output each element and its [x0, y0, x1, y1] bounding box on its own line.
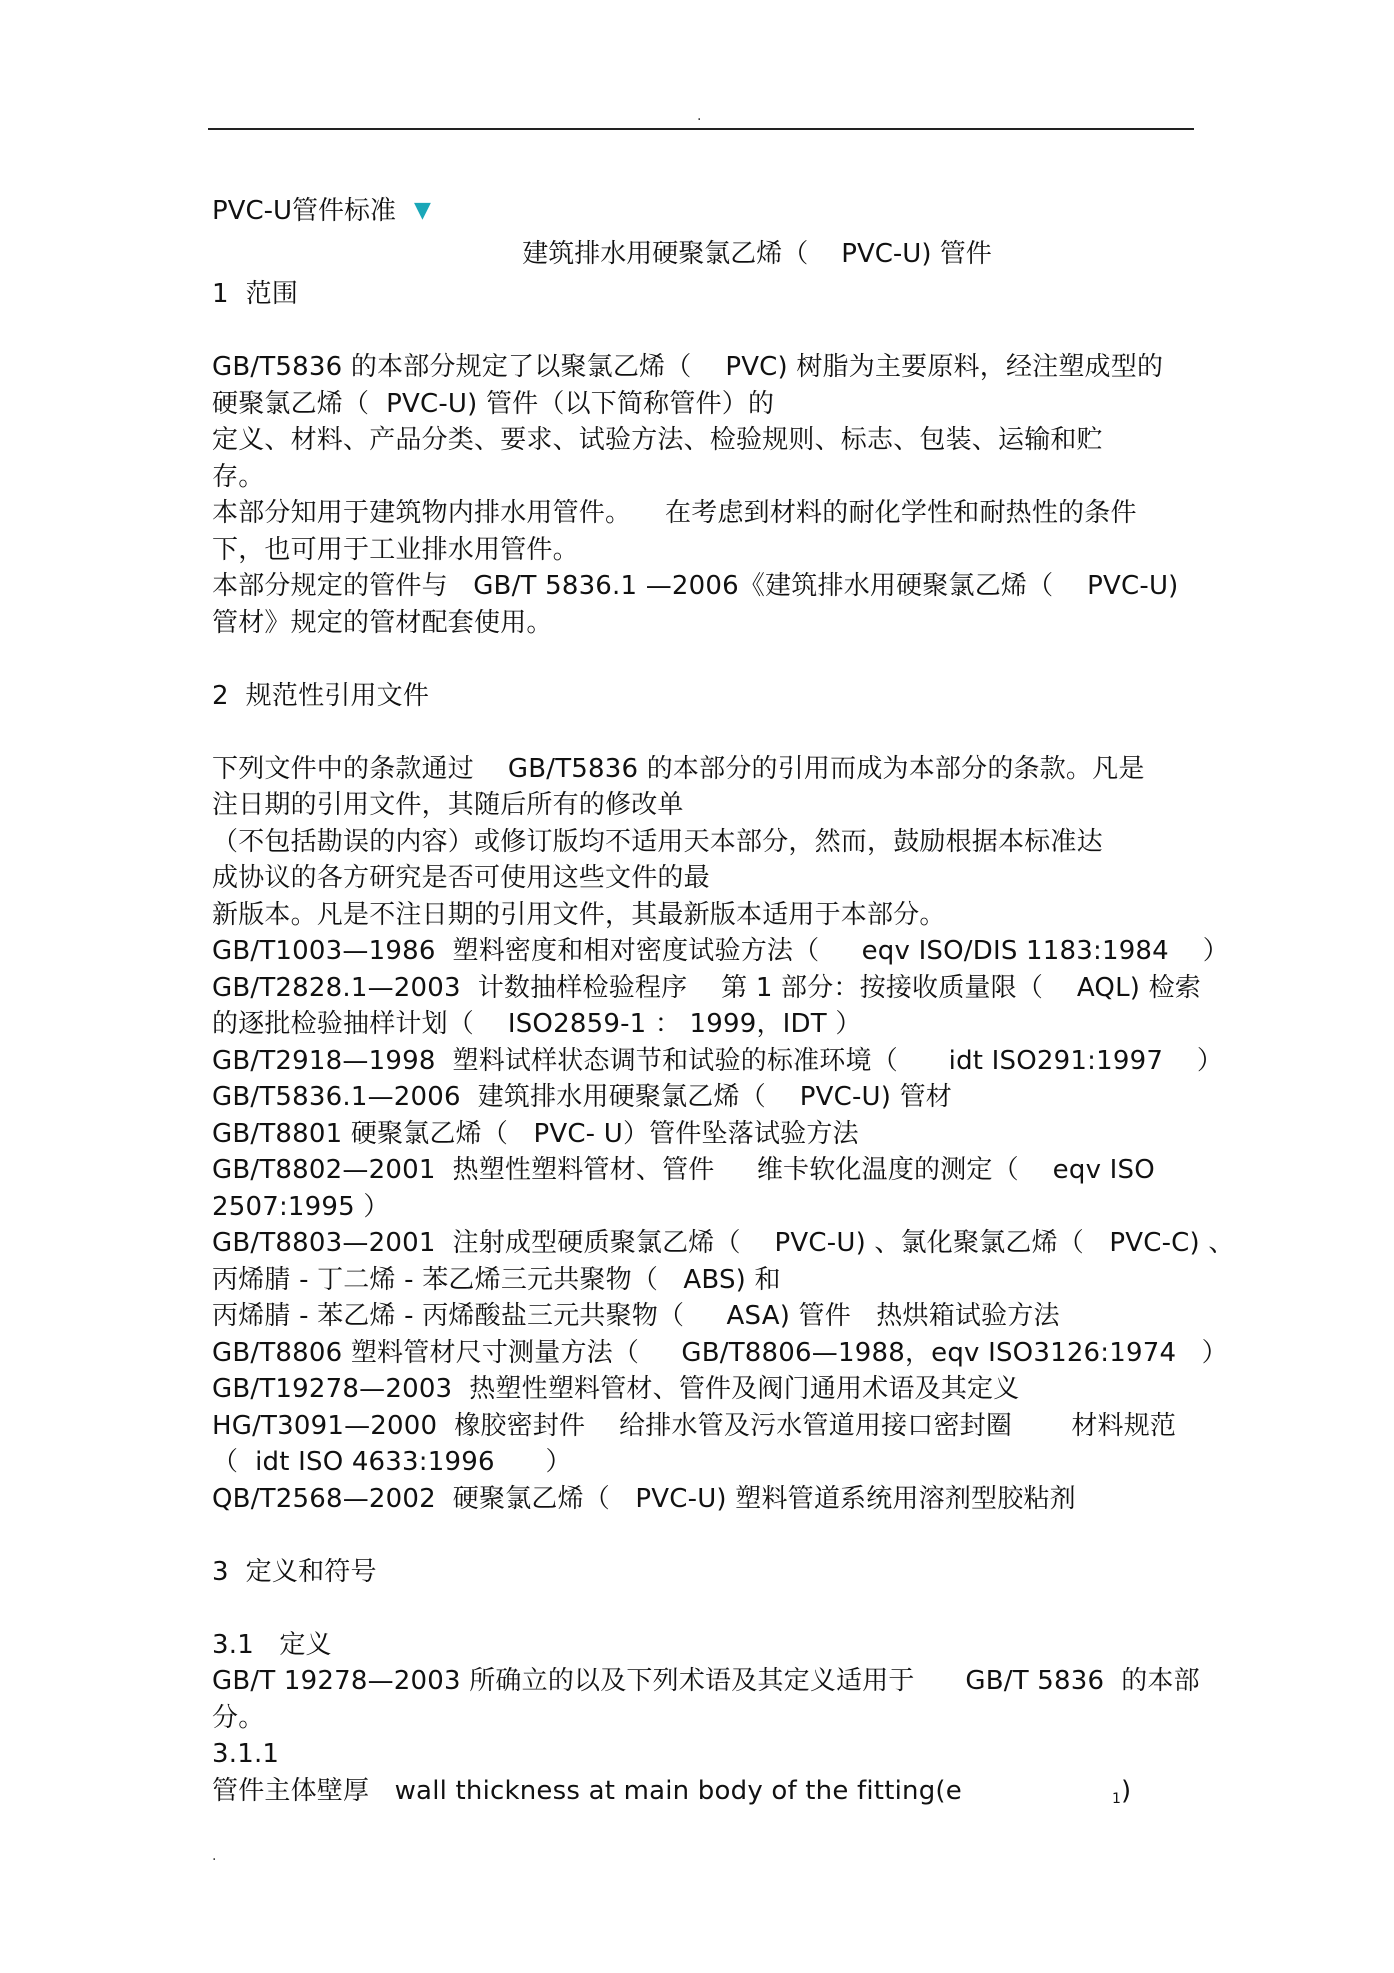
text-line: GB/T5836 的本部分规定了以聚氯乙烯（ PVC) 树脂为主要原料，经注塑成型的 — [212, 352, 1164, 382]
text-line: 本部分知用于建筑物内排水用管件。 在考虑到材料的耐化学性和耐热性的条件 — [212, 498, 1137, 528]
footer-dot: . — [212, 1848, 217, 1864]
subscript: 1 — [1111, 1790, 1122, 1807]
text-line: 注日期的引用文件，其随后所有的修改单 — [212, 790, 684, 820]
header-rule — [208, 128, 1194, 130]
text-line: GB/T5836.1—2006 建筑排水用硬聚氯乙烯（ PVC-U) 管材 — [212, 1082, 952, 1112]
text-line: 丙烯腈 - 苯乙烯 - 丙烯酸盐三元共聚物（ ASA) 管件 热烘箱试验方法 — [212, 1301, 1060, 1331]
header-dot: . — [697, 108, 702, 124]
text-line: 本部分规定的管件与 GB/T 5836.1 —2006《建筑排水用硬聚氯乙烯（ PVC-U) — [212, 571, 1179, 601]
dropdown-triangle-icon[interactable]: ▼ — [414, 197, 431, 223]
text-line: 3 定义和符号 — [212, 1556, 377, 1587]
text-line: 定义、材料、产品分类、要求、试验方法、检验规则、标志、包装、运输和贮 — [212, 425, 1103, 455]
text-line: GB/T8801 硬聚氯乙烯（ PVC- U）管件坠落试验方法 — [212, 1118, 859, 1149]
last-line-main: 管件主体壁厚 wall thickness at main body of the fitting(e — [212, 1775, 962, 1806]
text-line: 的逐批检验抽样计划（ ISO2859-1 ： 1999，IDT ） — [212, 1009, 862, 1039]
text-line: 下列文件中的条款通过 GB/T5836 的本部分的引用而成为本部分的条款。凡是 — [212, 753, 1145, 784]
text-line: 管材》规定的管材配套使用。 — [212, 607, 553, 638]
text-line: HG/T3091—2000 橡胶密封件 给排水管及污水管道用接口密封圈 材料规范 — [212, 1410, 1177, 1441]
text-line: GB/T8806 塑料管材尺寸测量方法（ GB/T8806—1988，eqv ISO3126:1974 ） — [212, 1337, 1228, 1368]
text-line: 3.1 定义 — [212, 1629, 332, 1660]
text-line: （不包括勘误的内容）或修订版均不适用天本部分，然而，鼓励根据本标准达 — [212, 826, 1103, 857]
text-line: GB/T1003—1986 塑料密度和相对密度试验方法（ eqv ISO/DIS 1183:1984 ） — [212, 936, 1229, 966]
document-subtitle: 建筑排水用硬聚氯乙烯（ PVC-U) 管件 — [522, 239, 992, 269]
blank-line — [212, 1517, 1192, 1554]
text-line: 分。 — [212, 1702, 265, 1733]
text-line: 1 范围 — [212, 279, 299, 309]
text-line: 3.1.1 — [212, 1739, 280, 1769]
text-line: 成协议的各方研究是否可使用这些文件的最 — [212, 863, 710, 893]
text-line: GB/T19278—2003 热塑性塑料管材、管件及阀门通用术语及其定义 — [212, 1374, 1020, 1404]
text-line: GB/T 19278—2003 所确立的以及下列术语及其定义适用于 GB/T 5836 的本部 — [212, 1666, 1200, 1696]
text-line: 新版本。凡是不注日期的引用文件，其最新版本适用于本部分。 — [212, 899, 946, 930]
body-lines — [212, 276, 1235, 1773]
text-line: GB/T8802—2001 热塑性塑料管材、管件 维卡软化温度的测定（ eqv ISO — [212, 1155, 1155, 1185]
text-line: 硬聚氯乙烯（ PVC-U) 管件（以下简称管件）的 — [212, 388, 775, 419]
text-line: 下，也可用于工业排水用管件。 — [212, 534, 579, 565]
text-line: 2507:1995 ） — [212, 1191, 390, 1222]
blank-line — [212, 1590, 1192, 1627]
document-title: PVC-U管件标准 — [212, 195, 397, 226]
text-line: 存。 — [212, 461, 265, 492]
last-line — [212, 1773, 1192, 1810]
text-line: QB/T2568—2002 硬聚氯乙烯（ PVC-U) 塑料管道系统用溶剂型胶粘剂 — [212, 1483, 1076, 1514]
document-body — [212, 186, 1235, 1809]
text-line: GB/T2828.1—2003 计数抽样检验程序 第 1 部分：按接收质量限（ AQL) 检索 — [212, 972, 1201, 1003]
blank-line — [212, 641, 1192, 678]
text-line: 丙烯腈 - 丁二烯 - 苯乙烯三元共聚物（ ABS) 和 — [212, 1264, 781, 1295]
text-line: 2 规范性引用文件 — [212, 680, 430, 711]
last-line-close: ) — [1121, 1775, 1132, 1806]
document-title-row — [212, 186, 1192, 236]
text-line: （ idt ISO 4633:1996 ） — [212, 1447, 572, 1477]
text-line: GB/T8803—2001 注射成型硬质聚氯乙烯（ PVC-U) 、氯化聚氯乙烯（ PVC-C) 、 — [212, 1228, 1235, 1258]
blank-line — [212, 714, 1192, 751]
blank-line — [212, 313, 1192, 350]
text-line: GB/T2918—1998 塑料试样状态调节和试验的标准环境（ idt ISO291:1997 ） — [212, 1045, 1224, 1076]
